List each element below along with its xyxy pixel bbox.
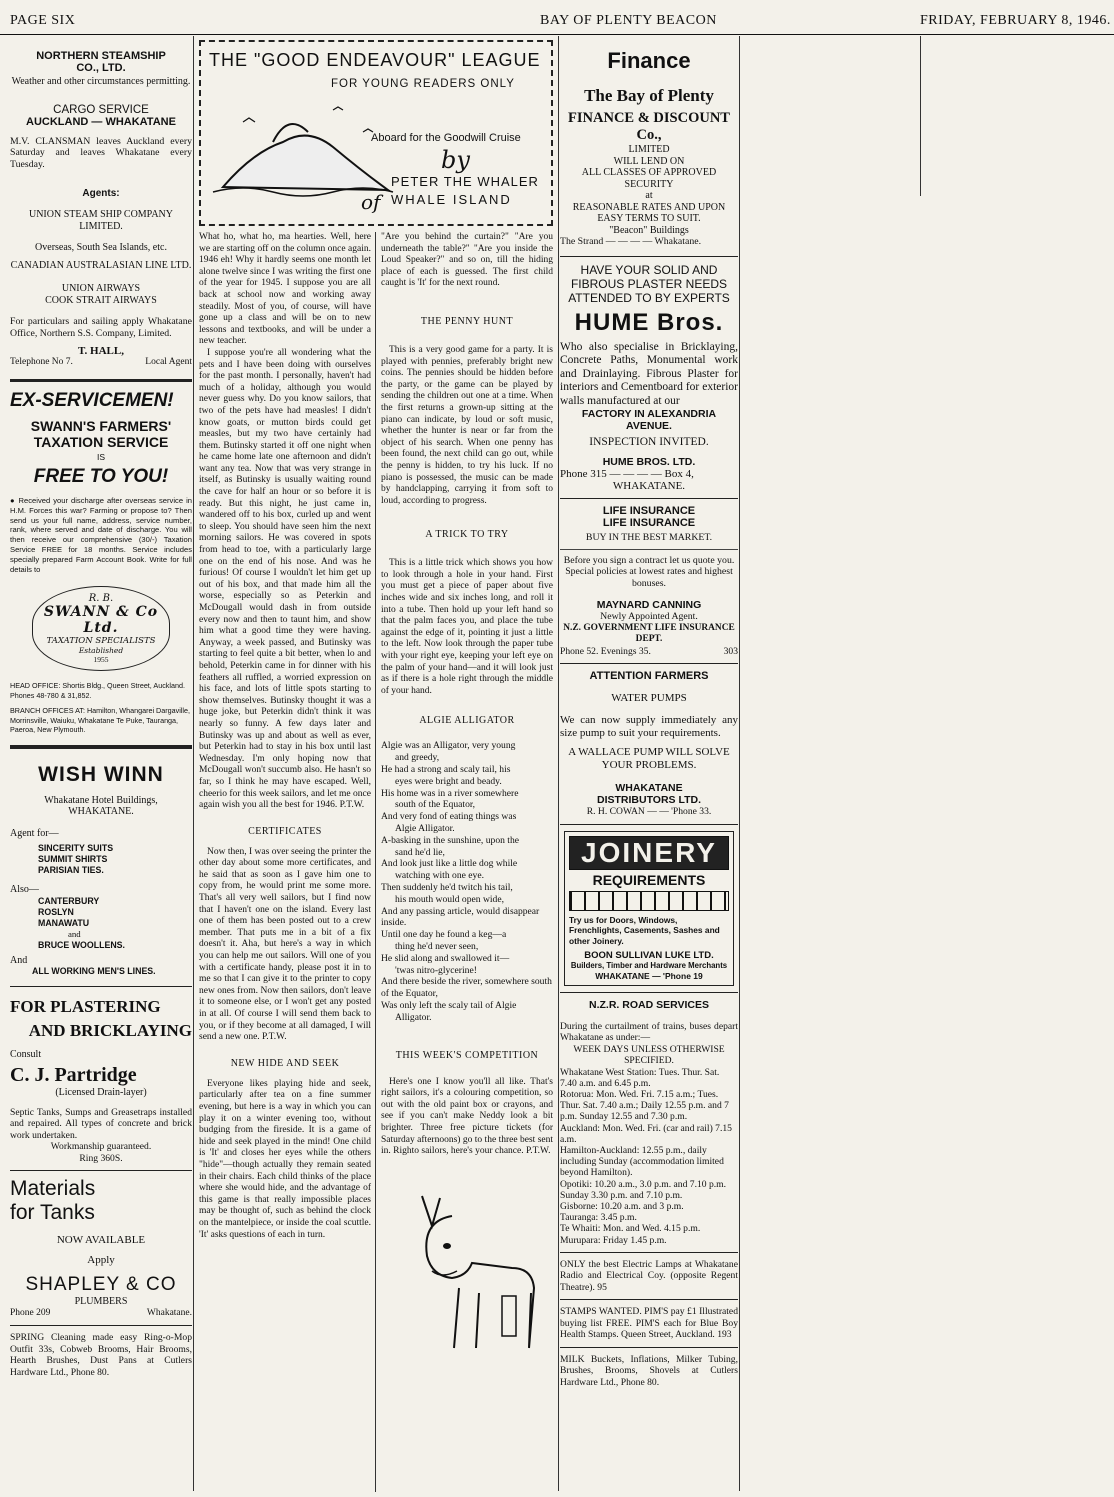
certificates-heading: CERTIFICATES [248, 825, 322, 837]
winn-item-4: ALL WORKING MEN'S LINES. [32, 966, 156, 977]
column-divider [920, 36, 921, 196]
divider [560, 824, 738, 825]
road-heading: N.Z.R. ROAD SERVICES [589, 998, 709, 1011]
algie-heading: ALGIE ALLIGATOR [419, 715, 515, 727]
farmers-wallace: A WALLACE PUMP WILL SOLVE YOUR PROBLEMS. [568, 746, 730, 771]
life-dept: N.Z. GOVERNMENT LIFE INSURANCE DEPT. [563, 622, 735, 644]
spring-cleaning-ad: SPRING Cleaning made easy Ring-o-Mop Outfit 33s, Cobweb Brooms, Hair Brooms, Hearth Brushes, Dust Pans at Cutlers Hardware Ltd., Phone 80. [10, 1332, 192, 1378]
column-divider [558, 36, 559, 1491]
partridge-sub: (Licensed Drain-layer) [55, 1087, 147, 1099]
partridge-ring: Ring 360S. [79, 1152, 123, 1164]
finance-building: "Beacon" Buildings [609, 224, 689, 236]
divider [560, 549, 738, 550]
partridge-headline-1: FOR PLASTERING [10, 996, 161, 1016]
hume-phone: Phone 315 — — — — Box 4, [560, 468, 694, 480]
shapley-name: SHAPLEY & CO [25, 1274, 177, 1296]
league-by: by [441, 146, 470, 174]
subcolumn-divider [375, 232, 376, 1492]
finance-name-2: FINANCE & DISCOUNT Co., [568, 110, 730, 143]
shapley-h1: Materials [10, 1177, 96, 1201]
farmers-cowan: R. H. COWAN — — 'Phone 33. [586, 806, 712, 817]
farmers-dist-2: DISTRIBUTORS LTD. [596, 794, 702, 806]
divider [10, 1325, 192, 1326]
life-appointed: Newly Appointed Agent. [600, 611, 698, 622]
hume-body: Who also specialise in Bricklaying, Concrete Paths, Monumental work and Drainlaying. Fibrous Plaster for interiors and Cementboard for exterior walls manufactured at our [560, 340, 738, 407]
joinery-requirements: REQUIREMENTS [592, 871, 706, 888]
farmers-dist-1: WHAKATANE [615, 782, 683, 794]
hide-body: Everyone likes playing hide and seek, particularly after tea on a fine summer evening, but here is a way in which you can play it on a winter evening too, without budging from the fireside. It is a game of hide and seek played in the mind! One child is 'It' and closes her eyes while the others "hide"—though actually they remain seated in their chairs. Each child thinks of the place where she would hide, and the advantage of this game is that really impossible places may be thought of, such as behind the clock on the mantelpiece, or inside the coal scuttle. 'It' asks questions of each in turn. [199, 1078, 371, 1240]
competition-heading: THIS WEEK'S COMPETITION [395, 1049, 539, 1061]
page-number: PAGE SIX [10, 13, 76, 28]
life-h1: LIFE INSURANCE [602, 505, 696, 517]
joinery-heading: JOINERY [569, 836, 729, 870]
steamship-agent-1: UNION STEAM SHIP COMPANY LIMITED. [28, 209, 173, 232]
trick-heading: A TRICK TO TRY [425, 529, 509, 541]
divider [560, 256, 738, 257]
finance-heading: Finance [607, 48, 691, 73]
swann-line-3: TAXATION SERVICE [33, 433, 169, 450]
competition-body: Here's one I know you'll all like. That's right sailors, it's a colouring competition, so out with the old paint box or crayons, and see if you can't make Neddy look a bit brighter. Three free picture tickets (for Saturday afternoons) go to the three best sent in. Righto sailors, here's your chance. P.T.W. [381, 1076, 553, 1157]
life-num: 303 [723, 645, 738, 657]
league-cruise: Aboard for the Goodwill Cruise [371, 132, 521, 144]
league-measles: I suppose you're all wondering what the pets and I have been doing with ourselves for the past month. I personally, haven't had much of a holiday, although you would never guess why. Do you know sailors, that two of the pets have had measles! I didn't know goats, or mutton birds could get measles, but my two have certainly had them. Butinsky started it off one night when he came home late one afternoon and didn't want any tea. Now that was very strange in itself, as Butinsky is usually waiting round the cave for half an hour or so before it is ready. But this night, he just came in, wandered off to his box, curled up and went to sleep. You should have seen him the next morning sailors. He was covered in spots from head to toe, with a particularly large one on the end of his nose. And was he furious! Of course I wouldn't let him get up out of his box, and that made him all the worse, especially so as Peterkin and McDougall would dash in from outside every now and then to taunt him, and show him what a good time they were having. Anyway, a week passed, and Butinsky was starting to feel quite a bit better, when lo and behold, Peterkin came in for dinner with his feathers all ruffled, a worried expression on his face, and lots of little spots starting to show themselves. Butinsky thought it was a huge joke, but Peterkin didn't think it was nearly so funny. A few days later and Butinsky was up and about as well as ever, but Peterkin had to stay in his box until last Wednesday. I'm only hoping now that McDougall won't succumb also. He hasn't so far, so I think he may have escaped. Well, cheerio for this week sailors, and let me once again wish you all the best for 1946. P.T.W. [199, 347, 371, 811]
penny-body: This is a very good game for a party. It is played with pennies, preferably bright new coins. The pennies should be hidden before the party, or the game can be played by sending the children out one at a time. When the first returns a grown-up sitting at the piano can indicate, by loud or soft music, whether the hunter is near or far from the object of his search. When one penny has been found, the next child can go out, while the penny is hidden, to try his luck. If no piano is possessed, the music can be made by handclapping, carrying it from soft to loud, according to progress. [381, 344, 553, 506]
winn-ad [10, 763, 192, 978]
masthead [0, 0, 1114, 35]
finance-at: at [645, 190, 653, 201]
steamship-overseas: Overseas, South Sea Islands, etc. [35, 242, 167, 253]
partridge-headline-2: AND BRICKLAYING [28, 1020, 192, 1040]
hide-heading: NEW HIDE AND SEEK [230, 1057, 340, 1069]
hume-place: WHAKATANE. [612, 480, 686, 492]
divider [560, 498, 738, 499]
curtain-body: "Are you behind the curtain?" "Are you underneath the table?" "Are you inside the Loud Speaker?" and so on, till the hiding place of each is guessed. The first child caught is 'It' for the next round. [381, 232, 553, 289]
milk-ad: MILK Buckets, Inflations, Milker Tubing, Brushes, Brooms, Shovels at Cutlers Hardware Ltd., Phone 80. [560, 1353, 738, 1388]
swann-line-2: SWANN'S FARMERS' [30, 417, 172, 434]
steamship-weather: Weather and other circumstances permitting. [11, 76, 191, 87]
divider [10, 745, 192, 749]
steamship-agents-heading: Agents: [82, 188, 120, 199]
winn-list-1: SINCERITY SUITS SUMMIT SHIRTS PARISIAN TIES. [38, 843, 114, 876]
swann-body: ● Received your discharge after overseas service in H.M. Forces this war? Farming or propose to? Then send us your full name, address, service number, rank, where served and date of discharge. You will then receive our comprehensive (30/-) Taxation Service FREE for 18 months. Service includes specially prepared Farm Account Book. Write for full details to [10, 496, 192, 574]
whale-illustration [213, 92, 393, 202]
partridge-body: Septic Tanks, Sumps and Greasetraps installed and repaired. All types of concrete and brick work undertaken. [10, 1106, 192, 1141]
road-timetable: Whakatane West Station: Tues. Thur. Sat. 7.40 a.m. and 6.45 p.m. Rotorua: Mon. Wed. Fri. 7.15 a.m.; Tues. Thur. Sat. 7.40 a.m.; Daily 12.55 p.m. and 7 p.m. Sunday 12.55 and 7.30 p.m. Auckland: Mon. Wed. Fri. (car and rail) 7.15 a.m. Hamilton-Auckland: 12.55 p.m., daily including Sunday (accommodation limited beyond Hamilton). Opotiki: 10.20 a.m., 3.0 p.m. and 7.10 p.m. Sunday 3.30 p.m. and 7.10 p.m. Gisborne: 10.20 a.m. and 3 p.m. Tauranga: 3.45 p.m. Te Whaiti: Mon. and Wed. 4.15 p.m. Murupara: Friday 1.45 p.m. [560, 1066, 732, 1246]
road-weekdays: WEEK DAYS UNLESS OTHERWISE SPECIFIED. [573, 1043, 725, 1066]
winn-address-2: WHAKATANE. [68, 806, 134, 818]
league-header [199, 40, 553, 226]
divider [10, 379, 192, 382]
life-body: Before you sign a contract let us quote you. Special policies at lowest rates and highest bonuses. [563, 554, 735, 589]
trick-body: This is a little trick which shows you how to look through a hole in your hand. First you must get a piece of paper about five inches wide and six inches long, and roll it into a tube. Then hold up your left hand so that the palm faces you, and place the tube against the edge of it, pointing it just a little to the left. Now look through the paper tube with your right eye, keeping your left eye on the palm of your hand—and it will look just as if there is a hole right through the middle of your hand. [381, 558, 553, 696]
finance-rates: REASONABLE RATES AND UPON EASY TERMS TO SUIT. [572, 201, 726, 224]
partridge-name: C. J. Partridge [10, 1064, 137, 1087]
road-services-ad [560, 999, 738, 1246]
divider [560, 1347, 738, 1348]
hume-name: HUME Bros. [574, 308, 724, 336]
steamship-company: NORTHERN STEAMSHIP [36, 50, 166, 62]
steamship-particulars: For particulars and sailing apply Whakatane Office, Northern S.S. Company, Limited. [10, 316, 192, 339]
lamps-ad: ONLY the best Electric Lamps at Whakatane Radio and Electrical Coy. (opposite Regent Theatre). 95 [560, 1258, 738, 1293]
joinery-sub: Builders, Timber and Hardware Merchants [570, 961, 728, 970]
hume-top: HAVE YOUR SOLID AND FIBROUS PLASTER NEEDS ATTENDED TO BY EXPERTS [568, 262, 730, 305]
swann-free: FREE TO YOU! [33, 466, 169, 487]
joinery-ad [564, 831, 734, 986]
life-phone: Phone 52. Evenings 35. [560, 645, 651, 657]
divider [560, 1299, 738, 1300]
steamship-phone: Telephone No 7. [10, 357, 73, 367]
winn-agent-for: Agent for— [10, 827, 59, 839]
column-2 [195, 36, 557, 1240]
column-divider [739, 36, 740, 1491]
winn-address-1: Whakatane Hotel Buildings, [44, 794, 158, 806]
donkey-illustration [392, 1176, 542, 1346]
life-agent: MAYNARD CANNING [596, 599, 702, 611]
steamship-role: Local Agent [145, 357, 192, 367]
shapley-now: NOW AVAILABLE [56, 1234, 146, 1247]
divider [560, 992, 738, 993]
steamship-contact: T. HALL, [78, 345, 124, 357]
hume-inspect: INSPECTION INVITED. [589, 436, 709, 448]
steamship-ad [10, 50, 192, 369]
finance-strand: The Strand — — — — Whakatane. [560, 236, 702, 247]
stamps-ad: STAMPS WANTED. PIM'S pay £1 Illustrated buying list FREE. PIM'S each for Blue Boy Health Stamps. Queen Street, Auckland. 193 [560, 1306, 738, 1341]
joinery-try: Try us for Doors, Windows, Frenchlights, Casements, Sashes and other Joinery. [569, 914, 720, 946]
swann-logo: R. B. SWANN & Co Ltd. TAXATION SPECIALISTS Established 1955 [32, 586, 170, 671]
league-subtitle: FOR YOUNG READERS ONLY [331, 78, 515, 90]
steamship-route: AUCKLAND — WHAKATANE [26, 115, 176, 128]
window-pattern [569, 891, 729, 911]
steamship-vessel: M.V. CLANSMAN leaves Auckland every Saturday and leaves Whakatane every Tuesday. [10, 135, 192, 170]
divider [10, 1170, 192, 1171]
steamship-agent-2: CANADIAN AUSTRALASIAN LINE LTD. [10, 259, 192, 271]
league-intro: What ho, what ho, ma hearties. Well, here we are starting off on the column once again. 1946 eh! Why it hardly seems one month let alone twelve since I was writing the first one of the year for 1945. I suppose you are all back at school now and working away steadily. Most of you, of course, will have gone up a class and will be on to new lessons and textbooks, and will be under a new teacher. [199, 232, 371, 347]
farmers-body: We can now supply immediately any size pump to suit your requirements. [560, 714, 738, 739]
shapley-ad [10, 1177, 192, 1319]
column-3 [560, 36, 738, 1388]
finance-name-1: The Bay of Plenty [584, 86, 714, 105]
paper-title: BAY OF PLENTY BEACON [540, 13, 717, 28]
swann-branches: BRANCH OFFICES AT: Hamilton, Whangarei Dargaville, Morrinsville, Waiuku, Whakatane Te Puke, Tauranga, Paeroa, New Plymouth. [10, 706, 191, 735]
partridge-consult: Consult [10, 1048, 42, 1060]
farmers-pumps: WATER PUMPS [611, 692, 687, 704]
hume-ltd: HUME BROS. LTD. [602, 456, 696, 468]
winn-and: And [10, 954, 28, 966]
hume-factory: FACTORY IN ALEXANDRIA AVENUE. [581, 408, 717, 432]
column-1 [10, 36, 192, 1378]
swann-ad [10, 390, 192, 735]
league-of: of [361, 190, 381, 214]
steamship-agent-4: COOK STRAIT AIRWAYS [45, 294, 157, 306]
shapley-h2: for Tanks [10, 1201, 95, 1225]
finance-classes: ALL CLASSES OF APPROVED SECURITY [581, 167, 717, 190]
shapley-phone: Phone 209 [10, 1307, 51, 1318]
column-divider [193, 36, 194, 1491]
life-buy: BUY IN THE BEST MARKET. [585, 532, 713, 543]
shapley-plumbers: PLUMBERS [74, 1296, 128, 1308]
divider [10, 986, 192, 987]
joinery-name: BOON SULLIVAN LUKE LTD. [584, 950, 714, 961]
life-h2: LIFE INSURANCE [602, 517, 696, 529]
divider [560, 1252, 738, 1253]
algie-poem: Algie was an Alligator, very young and greedy, He had a strong and scaly tail, his eyes were bright and beady. His home was in a river somewhere south of the Equator, And very fond of eating things was Algie Alligator. A-basking in the sunshine, upon the sand he'd lie, And look just like a little dog while watching with one eye. Then suddenly he'd twitch his tail, his mouth would open wide, And any passing article, would disappear inside. Until one day he found a keg—a thing he'd never seen, He slid along and swallowed it— 'twas nitro-glycerine! And there beside the river, somewhere south of the Equator, Was only left the scaly tail of Algie Alligator. [381, 740, 552, 1023]
finance-limited: LIMITED [628, 144, 670, 155]
league-left-column [199, 232, 371, 1241]
league-author-1: PETER THE WHALER [391, 174, 539, 189]
winn-name: WISH WINN [38, 762, 164, 786]
partridge-guarantee: Workmanship guaranteed. [50, 1141, 152, 1153]
farmers-heading: ATTENTION FARMERS [589, 670, 709, 682]
divider [560, 663, 738, 664]
certificates-body: Now then, I was over seeing the printer the other day about some more certificates, and he said that as soon as I gave him one to copy from, he would print me some more. That's all very well sailors, but I find now that I haven't one on the island. Every last one of them has been posted out to a crew member. That puts me in a bit of a fix doesn't it. Aha, but here's a way in which you can help me out sailors. Will one of you with a certificate handy, please post it in to me so that I can give it to the printer to copy new ones from. Now then sailors, don't leave it to someone else, or I won't get any posted in at all. Of course I will send them back to you, or if they become at all damaged, I will send a new one. P.T.W. [199, 846, 371, 1043]
league-title: THE "GOOD ENDEAVOUR" LEAGUE [209, 50, 541, 70]
swann-headline: EX-SERVICEMEN! [10, 389, 174, 411]
winn-list-2: CANTERBURY ROSLYN MANAWATU and BRUCE WOOLLENS. [38, 895, 125, 950]
winn-also: Also— [10, 884, 39, 896]
issue-date: FRIDAY, FEBRUARY 8, 1946. [920, 13, 1111, 28]
shapley-apply: Apply [87, 1253, 115, 1266]
swann-head-office: HEAD OFFICE: Shortis Bldg., Queen Street, Auckland. Phones 48-780 & 31,852. [10, 681, 185, 700]
steamship-agent-3: UNION AIRWAYS [61, 283, 141, 294]
steamship-cargo: CARGO SERVICE [53, 103, 149, 116]
life-insurance-ad [560, 505, 738, 657]
finance-ad [560, 48, 738, 248]
road-intro: During the curtailment of trains, buses depart Whakatane as under:— [560, 1020, 738, 1043]
league-right-column [381, 232, 553, 1346]
finance-lend: WILL LEND ON [613, 155, 685, 167]
farmers-ad [560, 670, 738, 818]
penny-heading: THE PENNY HUNT [420, 315, 514, 327]
swann-is: IS [96, 451, 106, 462]
joinery-place: WHAKATANE — 'Phone 19 [595, 970, 703, 981]
steamship-company-2: CO., LTD. [76, 62, 126, 74]
league-author-2: WHALE ISLAND [391, 192, 512, 207]
partridge-ad [10, 997, 192, 1165]
shapley-place: Whakatane. [146, 1307, 192, 1318]
hume-ad [560, 263, 738, 493]
